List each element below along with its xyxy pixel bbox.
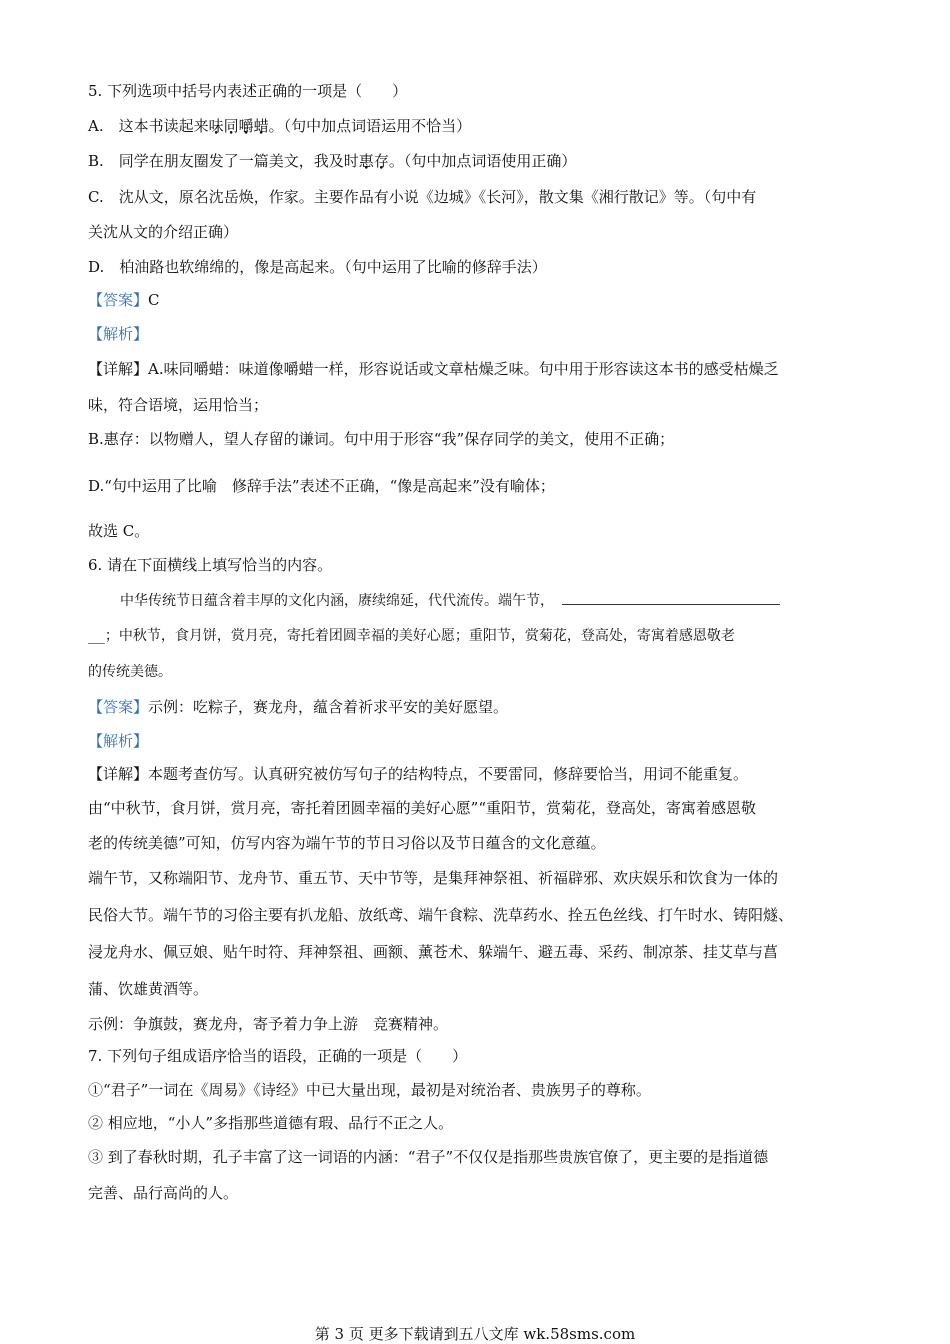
q6-example: 示例：争旗鼓，赛龙舟，寄予着力争上游 竞赛精神。 [88, 1015, 449, 1033]
q6-detail-7: 蒲、饮雄黄酒等。 [88, 980, 209, 998]
q6-detail-4: 端午节，又称端阳节、龙舟节、重五节、天中节等，是集拜神祭祖、祈福辟邪、欢庆娱乐和饮食为一体的 [88, 869, 779, 887]
q6-passage-2: __；中秋节，食月饼，赏月亮，寄托着团圆幸福的美好心愿；重阳节，赏菊花，登高处，寄寓着感恩敬老 [88, 628, 735, 644]
q5-conclusion: 故选 C。 [88, 522, 150, 540]
q7-sentence-1: ①“君子”一词在《周易》《诗经》中已大量出现，最初是对统治者、贵族男子的尊称。 [88, 1081, 651, 1099]
q6-detail-2: 由“中秋节，食月饼，赏月亮，寄托着团圆幸福的美好心愿”“重阳节，赏菊花，登高处，寄寓着感恩敬 [88, 799, 757, 817]
q6-detail-3: 老的传统美德”可知，仿写内容为端午节的节日习俗以及节日蕴含的文化意蕴。 [88, 834, 606, 852]
q5-option-d: D. 柏油路也软绵绵的，像是高起来。（句中运用了比喻的修辞手法） [88, 258, 547, 276]
q6-detail-5: 民俗大节。端午节的习俗主要有扒龙船、放纸鸢、端午食粽、洗草药水、拴五色丝线、打午时水、铸阳燧、 [88, 906, 794, 924]
q7-sentence-3-cont: 完善、品行高尚的人。 [88, 1184, 239, 1202]
q5-stem: 5. 下列选项中括号内表述正确的一项是（ ） [88, 82, 408, 100]
q5-detail-1: 【详解】A.味同嚼蜡：味道像嚼蜡一样，形容说话或文章枯燥乏味。句中用于形容读这本书的感受枯燥乏 [88, 360, 779, 378]
q7-sentence-3: ③ 到了春秋时期，孔子丰富了这一词语的内涵：“君子”不仅仅是指那些贵族官僚了，更主要的是指道德 [88, 1148, 769, 1166]
q6-passage-1: 中华传统节日蕴含着丰厚的文化内涵，赓续绵延，代代流传。端午节， [120, 590, 780, 611]
q7-stem: 7. 下列句子组成语序恰当的语段，正确的一项是（ ） [88, 1047, 468, 1065]
page-footer: 第 3 页 更多下载请到五八文库 wk.58sms.com [314, 1325, 636, 1343]
q5-answer: 【答案】C [88, 291, 160, 309]
fill-blank [562, 590, 780, 605]
q6-stem: 6. 请在下面横线上填写恰当的内容。 [88, 556, 333, 574]
q5-option-c: C. 沈从文，原名沈岳焕，作家。主要作品有小说《边城》《长河》，散文集《湘行散记》等。（句中有 [88, 188, 757, 206]
q5-detail-3: B.惠存：以物赠人，望人存留的谦词。句中用于形容“我”保存同学的美文，使用不正确； [88, 430, 675, 448]
q5-option-c-cont: 关沈从文的介绍正确） [88, 223, 239, 241]
q5-analysis-tag: 【解析】 [88, 325, 149, 343]
q6-detail-6: 浸龙舟水、佩豆娘、贴午时符、拜神祭祖、画额、薰苍术、躲端午、避五毒、采药、制凉茶、挂艾草与菖 [88, 943, 779, 961]
q5-detail-2: 味，符合语境，运用恰当； [88, 396, 269, 414]
q6-passage-3: 的传统美德。 [88, 664, 172, 680]
q6-detail-1: 【详解】本题考查仿写。认真研究被仿写句子的结构特点，不要雷同，修辞要恰当，用词不能重复。 [88, 765, 749, 783]
q5-detail-4: D.“句中运用了比喻 修辞手法”表述不正确，“像是高起来”没有喻体； [88, 477, 555, 495]
q5-option-a: A. 这本书读起来味同嚼蜡。（句中加点词语运用不恰当） [88, 117, 472, 135]
q5-option-b: B. 同学在朋友圈发了一篇美文，我及时惠存。（句中加点词语使用正确） [88, 152, 577, 170]
q7-sentence-2: ② 相应地，“小人”多指那些道德有瑕、品行不正之人。 [88, 1114, 454, 1132]
q6-answer: 【答案】示例：吃粽子，赛龙舟，蕴含着祈求平安的美好愿望。 [88, 698, 509, 716]
q6-analysis-tag: 【解析】 [88, 732, 149, 750]
